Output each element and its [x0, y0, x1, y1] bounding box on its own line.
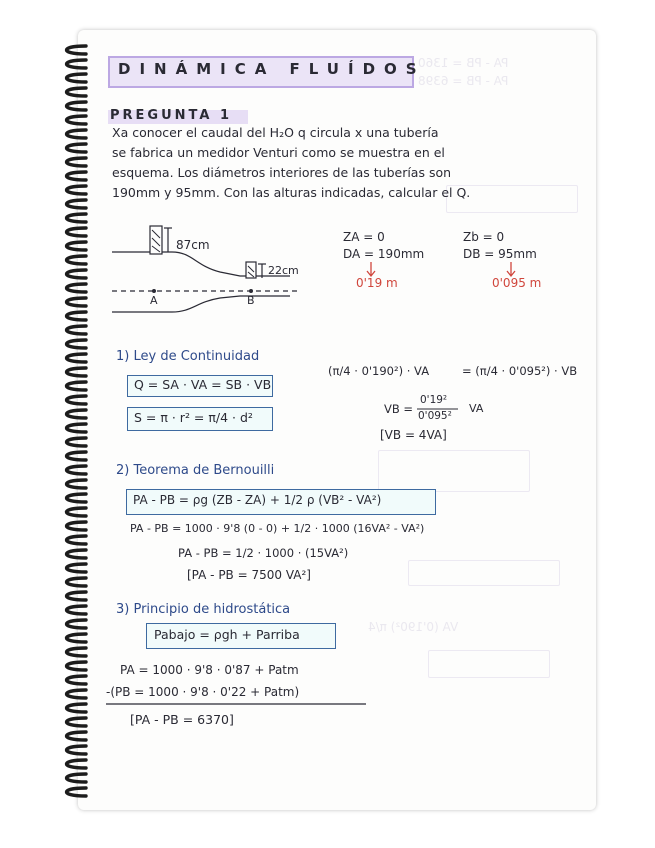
- vb-numerator: 0'19²: [420, 394, 448, 406]
- problem-line: esquema. Los diámetros interiores de las tuberías son: [112, 165, 452, 180]
- hydrostatic-result: [PA - PB = 6370]: [130, 712, 234, 727]
- bernoulli-step: PA - PB = 1000 · 9'8 (0 - 0) + 1/2 · 1000 (16VA² - VA²): [130, 522, 425, 535]
- za-value: ZA = 0: [343, 230, 385, 244]
- question-label: PREGUNTA 1: [110, 108, 233, 123]
- hydrostatic-line: PA = 1000 · 9'8 · 0'87 + Patm: [120, 663, 299, 677]
- vb-denominator: 0'095²: [418, 410, 452, 422]
- show-through-text: VA (0'190²) π/4: [368, 620, 459, 634]
- bernoulli-formula: PA - PB = ρg (ZB - ZA) + 1/2 ρ (VB² - VA²): [133, 493, 382, 507]
- da-value: DA = 190mm: [343, 247, 425, 261]
- continuity-eq-left: (π/4 · 0'190²) · VA: [328, 364, 430, 378]
- height-a-label: 87cm: [176, 238, 210, 252]
- vb-tail: VA: [469, 402, 484, 415]
- area-formula: S = π · r² = π/4 · d²: [134, 410, 253, 425]
- show-through-text: PA - PB = 6398: [418, 74, 509, 88]
- page-title: DINÁMICA FLUÍDOS: [118, 60, 426, 78]
- continuity-heading: 1) Ley de Continuidad: [116, 349, 260, 364]
- hydrostatic-formula: Pabajo = ρgh + Parriba: [154, 627, 300, 642]
- zb-value: Zb = 0: [463, 230, 505, 244]
- bernoulli-result: [PA - PB = 7500 VA²]: [187, 568, 311, 582]
- da-meters: 0'19 m: [356, 276, 398, 290]
- vb-label: VB =: [384, 402, 414, 416]
- problem-line: 190mm y 95mm. Con las alturas indicadas, calcular el Q.: [112, 185, 471, 200]
- db-value: DB = 95mm: [463, 247, 537, 261]
- hydrostatic-line: -(PB = 1000 · 9'8 · 0'22 + Patm): [106, 685, 300, 699]
- point-b-label: B: [247, 294, 255, 307]
- point-a-label: A: [150, 294, 158, 307]
- continuity-eq-right: = (π/4 · 0'095²) · VB: [462, 364, 578, 378]
- problem-line: se fabrica un medidor Venturi como se muestra en el: [112, 145, 445, 160]
- problem-line: Xa conocer el caudal del H₂O q circula x una tubería: [112, 125, 439, 140]
- vb-result: [VB = 4VA]: [380, 428, 447, 442]
- show-through-text: PA - PB = 1360: [418, 56, 509, 70]
- hydrostatic-heading: 3) Principio de hidrostática: [116, 602, 291, 617]
- db-meters: 0'095 m: [492, 276, 542, 290]
- bernoulli-step: PA - PB = 1/2 · 1000 · (15VA²): [178, 546, 349, 560]
- height-b-label: 22cm: [268, 264, 299, 277]
- continuity-formula: Q = SA · VA = SB · VB: [134, 377, 272, 392]
- bernoulli-heading: 2) Teorema de Bernouilli: [116, 463, 275, 478]
